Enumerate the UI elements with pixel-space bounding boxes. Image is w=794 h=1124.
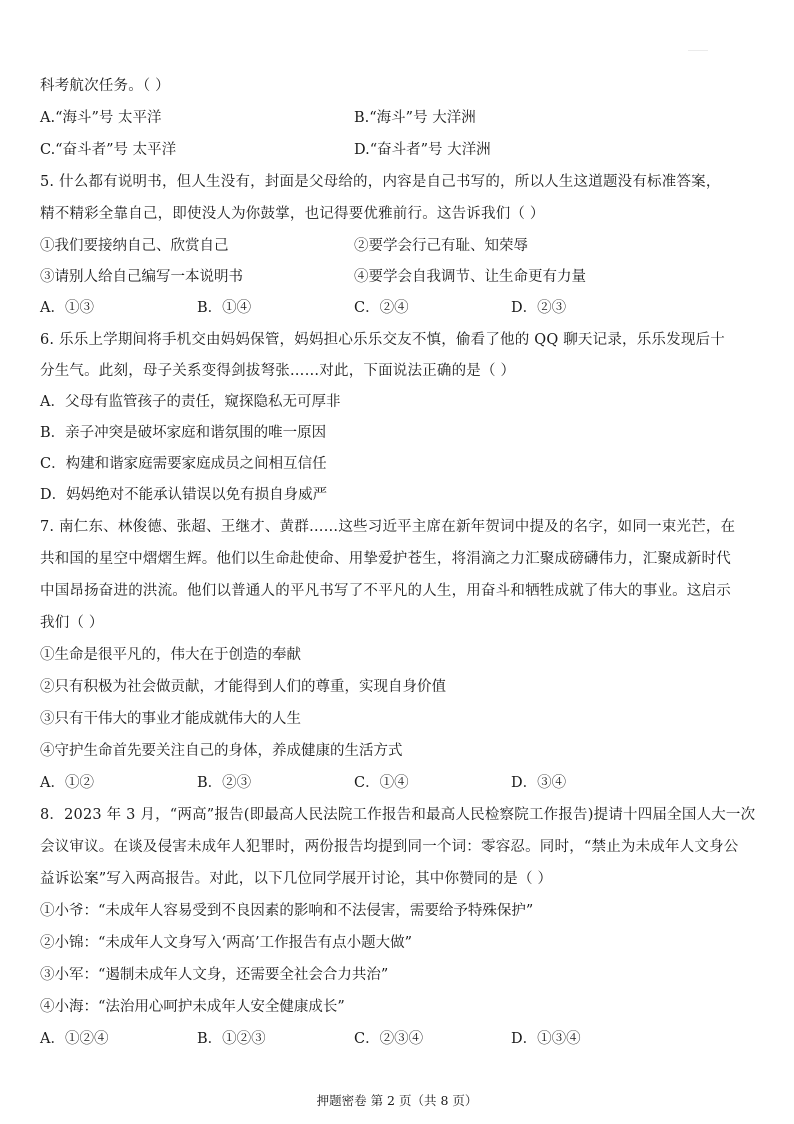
q5-statement-1: ①我们要接纳自己、欣赏自己 (40, 238, 229, 254)
q5-choice-d: D．②③ (511, 300, 567, 316)
q4-option-c: C.“奋斗者”号 太平洋 (40, 142, 177, 158)
q5-stem-line-1: 5. 什么都有说明书，但人生没有，封面是父母给的，内容是自己书写的，所以人生这道题没有标准答案， (40, 174, 721, 190)
q8-stem-line-3: 益诉讼案”写入两高报告。对此，以下几位同学展开讨论，其中你赞同的是（ ） (40, 871, 553, 887)
q8-choice-a: A．①②④ (40, 1031, 109, 1047)
q7-stem-line-2: 共和国的星空中熠熠生辉。他们以生命赴使命、用挚爱护苍生，将涓滴之力汇聚成磅礴伟力，汇聚成新时代 (40, 551, 731, 567)
q5-statement-3: ③请别人给自己编写一本说明书 (40, 269, 243, 285)
q8-stem-line-1: 8．2023 年 3 月，“两高”报告(即最高人民法院工作报告和最高人民检察院工作报告)提请十四届全国人大一次 (40, 807, 756, 823)
q4-stem-tail: 科考航次任务。（ ） (40, 78, 170, 94)
q6-stem-line-2: 分生气。此刻，母子关系变得剑拔弩张……对此，下面说法正确的是（ ） (40, 363, 516, 379)
q8-statement-2: ②小锦：“未成年人文身写入‘两高’工作报告有点小题大做” (40, 935, 413, 951)
q8-choice-d: D．①③④ (511, 1031, 581, 1047)
q5-statement-2: ②要学会行己有耻、知荣辱 (354, 238, 528, 254)
q6-stem-line-1: 6. 乐乐上学期间将手机交由妈妈保管，妈妈担心乐乐交友不慎，偷看了他的 QQ 聊天记录，乐乐发现后十 (40, 332, 725, 348)
q8-statement-3: ③小军：“遏制未成年人文身，还需要全社会合力共治” (40, 967, 389, 983)
q5-choice-c: C．②④ (354, 300, 409, 316)
q5-stem-line-2: 精不精彩全靠自己，即使没人为你鼓掌，也记得要优雅前行。这告诉我们（ ） (40, 206, 545, 222)
q4-option-b: B.“海斗”号 大洋洲 (354, 110, 476, 126)
q4-option-a: A.“海斗”号 太平洋 (40, 110, 162, 126)
q5-statement-4: ④要学会自我调节、让生命更有力量 (354, 269, 586, 285)
q7-choice-d: D．③④ (511, 775, 567, 791)
q5-choice-b: B．①④ (197, 300, 252, 316)
q8-statement-4: ④小海：“法治用心呵护未成年人安全健康成长” (40, 999, 345, 1015)
q7-statement-2: ②只有积极为社会做贡献，才能得到人们的尊重，实现自身价值 (40, 679, 446, 695)
q7-stem-line-4: 我们（ ） (40, 615, 104, 631)
q6-option-d: D．妈妈绝对不能承认错误以免有损自身威严 (40, 487, 328, 503)
q7-stem-line-1: 7. 南仁东、林俊德、张超、王继才、黄群……这些习近平主席在新年贺词中提及的名字，如同一束光芒，在 (40, 519, 736, 535)
q8-choice-b: B．①②③ (197, 1031, 266, 1047)
q4-option-d: D.“奋斗者”号 大洋洲 (354, 142, 491, 158)
q8-stem-line-2: 会议审议。在谈及侵害未成年人犯罪时，两份报告均提到同一个词：零容忍。同时，“禁止为未成年人文身公 (40, 839, 739, 855)
q6-option-c: C．构建和谐家庭需要家庭成员之间相互信任 (40, 456, 327, 472)
q5-choice-a: A．①③ (40, 300, 94, 316)
q7-statement-1: ①生命是很平凡的，伟大在于创造的奉献 (40, 647, 301, 663)
q8-statement-1: ①小爷：“未成年人容易受到不良因素的影响和不法侵害，需要给予特殊保护” (40, 903, 534, 919)
scan-mark (688, 50, 708, 57)
q7-choice-a: A．①② (40, 775, 94, 791)
q6-option-a: A．父母有监管孩子的责任，窥探隐私无可厚非 (40, 394, 341, 410)
page-footer: 押题密卷 第 2 页（共 8 页） (316, 1093, 478, 1108)
q7-statement-3: ③只有干伟大的事业才能成就伟大的人生 (40, 711, 301, 727)
q6-option-b: B．亲子冲突是破坏家庭和谐氛围的唯一原因 (40, 425, 327, 441)
q7-choice-c: C．①④ (354, 775, 409, 791)
q8-choice-c: C．②③④ (354, 1031, 424, 1047)
q7-statement-4: ④守护生命首先要关注自己的身体，养成健康的生活方式 (40, 743, 403, 759)
q7-stem-line-3: 中国昂扬奋进的洪流。他们以普通人的平凡书写了不平凡的人生，用奋斗和牺牲成就了伟大的事业。这启示 (40, 583, 731, 599)
q7-choice-b: B．②③ (197, 775, 252, 791)
